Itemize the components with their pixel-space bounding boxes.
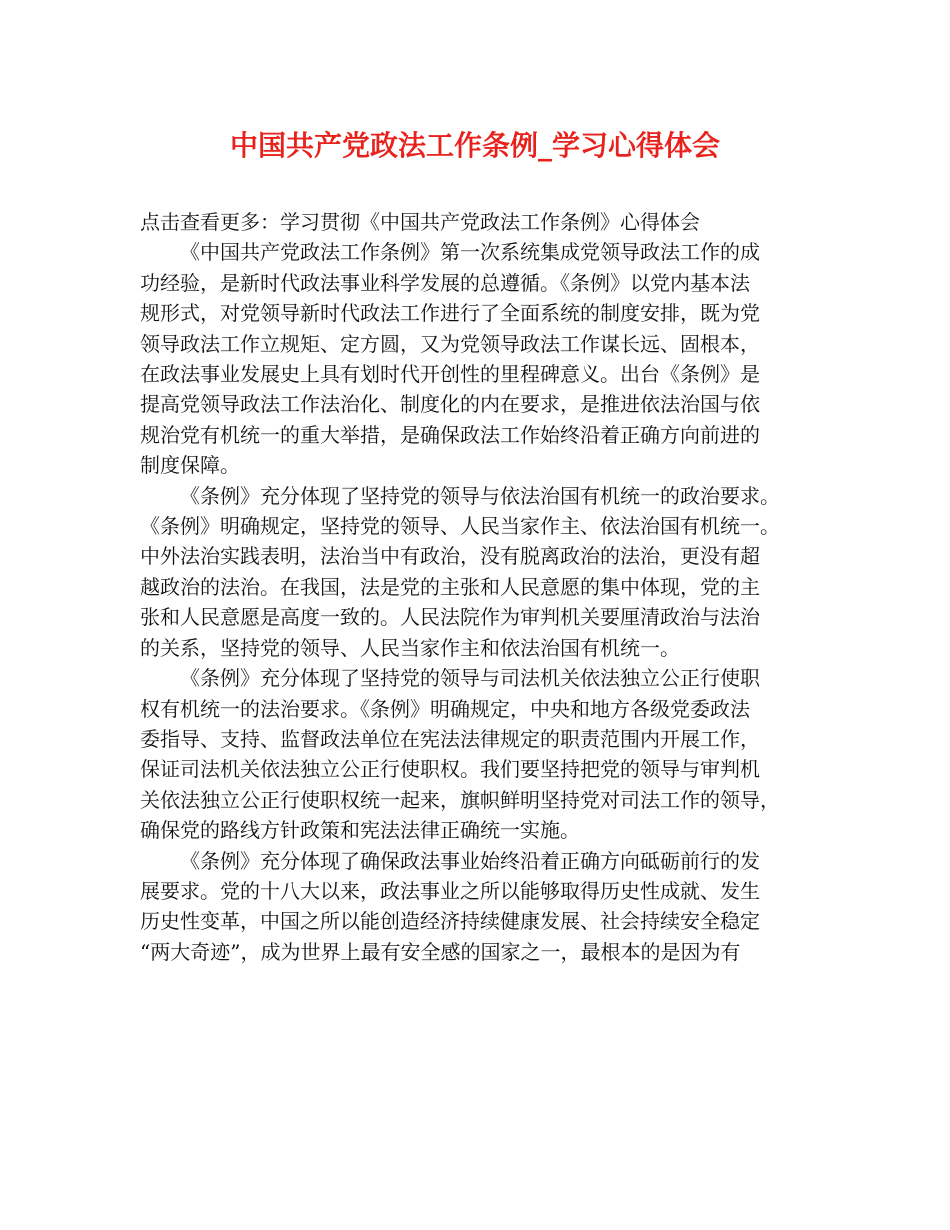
paragraph-4 [140, 846, 820, 968]
paragraph-line: 的关系，坚持党的领导、人民当家作主和依法治国有机统一。 [140, 635, 680, 660]
paragraph-line: 《条例》充分体现了确保政法事业始终沿着正确方向砥砺前行的发 [180, 848, 760, 873]
paragraph-line: 中外法治实践表明，法治当中有政治，没有脱离政治的法治，更没有超 [140, 544, 760, 569]
document-title: 中国共产党政法工作条例_学习心得体会 [229, 129, 720, 162]
paragraph-line: 在政法事业发展史上具有划时代开创性的里程碑意义。出台《条例》是 [140, 362, 760, 387]
paragraph-line: “两大奇迹”，成为世界上最有安全感的国家之一，最根本的是因为有 [140, 939, 741, 964]
paragraph-line: 规形式，对党领导新时代政法工作进行了全面系统的制度安排，既为党 [140, 301, 760, 326]
paragraph-line: 历史性变革，中国之所以能创造经济持续健康发展、社会持续安全稳定 [140, 909, 760, 934]
document-body [140, 207, 820, 967]
related-link-text[interactable]: 点击查看更多：学习贯彻《中国共产党政法工作条例》心得体会 [140, 210, 700, 234]
paragraph-line: 越政治的法治。在我国，法是党的主张和人民意愿的集中体现，党的主 [140, 574, 760, 599]
paragraph-line: 展要求。党的十八大以来，政法事业之所以能够取得历史性成就、发生 [140, 878, 760, 903]
paragraph-line: 提高党领导政法工作法治化、制度化的内在要求，是推进依法治国与依 [140, 392, 760, 417]
paragraph-line: 确保党的路线方针政策和宪法法律正确统一实施。 [140, 818, 580, 843]
paragraph-2 [140, 481, 820, 663]
paragraph-line: 规治党有机统一的重大举措，是确保政法工作始终沿着正确方向前进的 [140, 422, 760, 447]
related-link-line [140, 207, 820, 237]
paragraph-line: 《条例》充分体现了坚持党的领导与依法治国有机统一的政治要求。 [180, 483, 780, 508]
paragraph-line: 张和人民意愿是高度一致的。人民法院作为审判机关要厘清政治与法治 [140, 605, 760, 630]
paragraph-line: 制度保障。 [140, 453, 240, 478]
paragraph-line: 权有机统一的法治要求。《条例》明确规定，中央和地方各级党委政法 [140, 696, 750, 721]
paragraph-line: 《中国共产党政法工作条例》第一次系统集成党领导政法工作的成 [180, 240, 760, 265]
paragraph-line: 《条例》明确规定，坚持党的领导、人民当家作主、依法治国有机统一。 [140, 514, 780, 539]
paragraph-1 [140, 237, 820, 480]
paragraph-line: 功经验，是新时代政法事业科学发展的总遵循。《条例》以党内基本法 [140, 270, 750, 295]
paragraph-line: 领导政法工作立规矩、定方圆，又为党领导政法工作谋长远、固根本， [140, 331, 760, 356]
paragraph-3 [140, 663, 820, 845]
paragraph-line: 委指导、支持、监督政法单位在宪法法律规定的职责范围内开展工作， [140, 726, 760, 751]
paragraph-line: 《条例》充分体现了坚持党的领导与司法机关依法独立公正行使职 [180, 666, 760, 691]
paragraph-line: 保证司法机关依法独立公正行使职权。我们要坚持把党的领导与审判机 [140, 757, 760, 782]
paragraph-line: 关依法独立公正行使职权统一起来，旗帜鲜明坚持党对司法工作的领导， [140, 787, 780, 812]
